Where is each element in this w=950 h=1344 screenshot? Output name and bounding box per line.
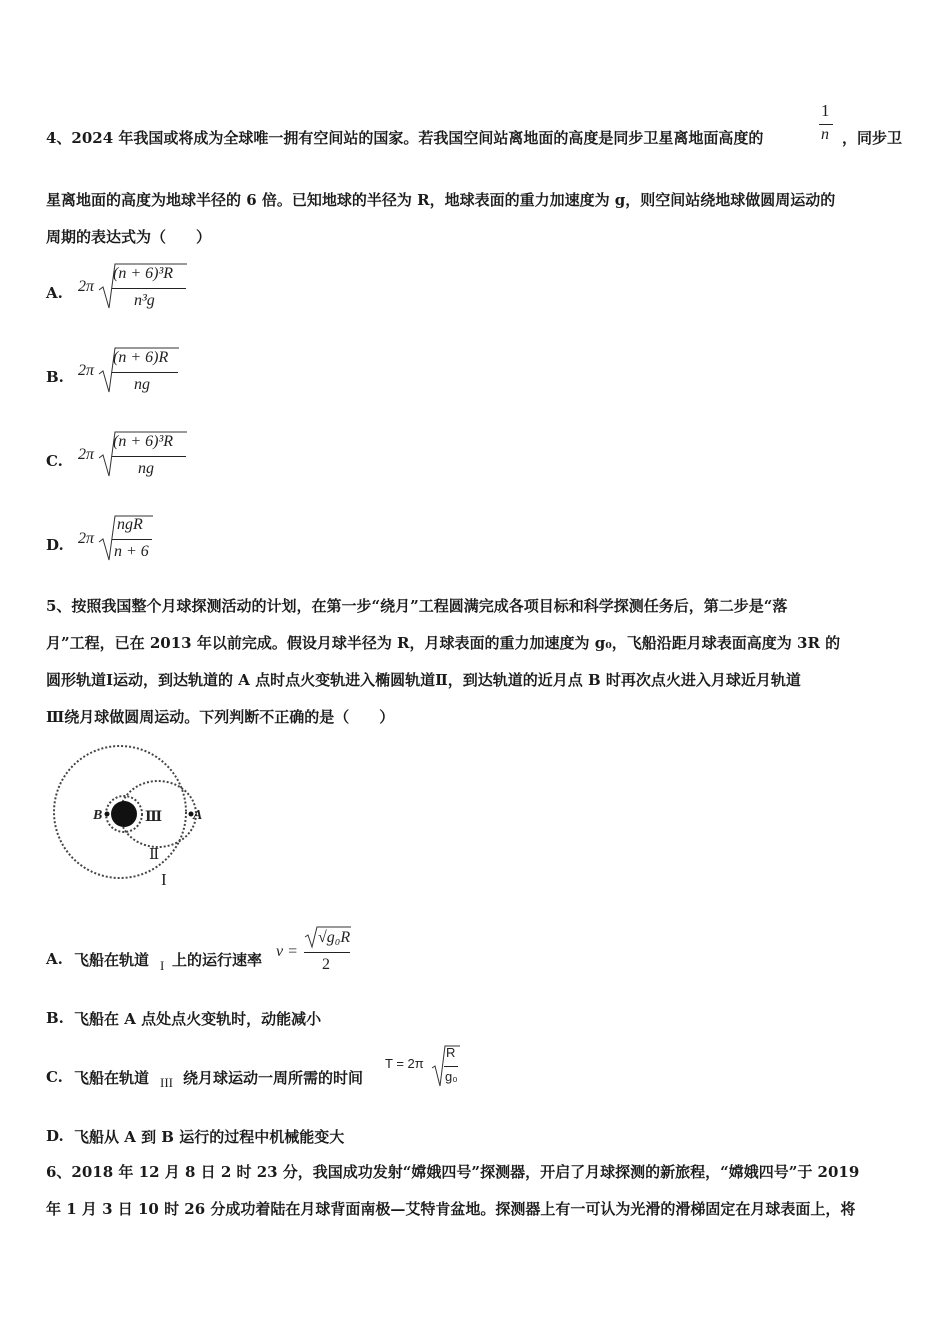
q4-fraction-numerator: 1 [821,101,830,120]
q5-line-3: 圆形轨道Ⅰ运动，到达轨道的 A 点时点火变轨进入椭圆轨道Ⅱ，到达轨道的近月点 B 时再次点火进入月球近月轨道 [46,671,801,689]
q4-option-b-bar [112,372,178,373]
q5-option-c-numerator: R [446,1045,456,1060]
q6-line-2: 年 1 月 3 日 10 时 26 分成功着陆在月球背面南极—艾特肯盆地。探测器上有一可认为光滑的滑梯固定在月球表面上，将 [46,1200,856,1218]
q5-option-a-text: 飞船在轨道 [74,951,150,969]
q5-option-d-label[interactable]: D. [46,1127,64,1145]
q5-line-2: 月”工程，已在 2013 年以前完成。假设月球半径为 R，月球表面的重力加速度为 g₀，飞船沿距月球表面高度为 3R 的 [46,634,841,652]
q5-option-c-orbit: III [160,1075,173,1090]
q4-option-a-bar [112,288,186,289]
q4-option-b-denominator: ng [134,376,150,393]
q6-line-1: 6、2018 年 12 月 8 日 2 时 23 分，我国成功发射“嫦娥四号”探测器，开启了月球探测的新旅程，“嫦娥四号”于 2019 [46,1163,860,1181]
orbit-diagram [50,740,220,890]
point-b-dot [105,812,110,817]
q4-option-a-numerator: (n + 6)³R [113,265,174,282]
q5-option-a-numerator: √g₀R [318,929,351,946]
q5-option-a-label[interactable]: A. [46,950,63,968]
q4-option-c-numerator: (n + 6)³R [113,433,174,450]
q5-line-1: 5、按照我国整个月球探测活动的计划，在第一步“绕月”工程圆满完成各项目标和科学探测任务后，第二步是“落 [46,597,788,615]
label-iii: Ⅲ [145,810,163,825]
q4-option-c-label[interactable]: C. [46,452,63,470]
q4-line-1-tail: ，同步卫 [842,129,903,147]
q4-line-3: 周期的表达式为（ ） [46,228,212,246]
q5-option-c-text: 飞船在轨道 [74,1069,150,1087]
q4-line-2: 星离地面的高度为地球半径的 6 倍。已知地球的半径为 R，地球表面的重力加速度为 g，则空间站绕地球做圆周运动的 [46,191,836,209]
q4-option-b-label[interactable]: B. [46,368,64,386]
q4-option-b-coef: 2π [78,362,95,379]
q4-option-d-label[interactable]: D. [46,536,64,554]
q5-option-b-label[interactable]: B. [46,1009,64,1027]
q4-option-d-numerator: ngR [117,516,143,533]
q5-option-a-bar [304,952,350,953]
label-b: B [93,808,103,823]
q5-option-c-label[interactable]: C. [46,1068,63,1086]
q4-option-a-coef: 2π [78,278,95,295]
q4-option-d-coef: 2π [78,530,95,547]
moon [111,801,137,827]
q5-option-a-var: v = [276,943,298,960]
q4-option-c-bar [112,456,186,457]
q5-option-c-tail: 绕月球运动一周所需的时间 [183,1069,364,1087]
q5-option-a-tail: 上的运行速率 [172,951,263,969]
q5-option-b-text: 飞船在 A 点处点火变轨时，动能减小 [74,1010,322,1028]
q5-option-c-denominator: g₀ [445,1069,458,1084]
label-i: I [161,870,167,889]
q4-fraction-denominator: n [821,126,829,143]
q4-option-a-label[interactable]: A. [46,284,63,302]
q4-option-c-coef: 2π [78,446,95,463]
q5-option-d-text: 飞船从 A 到 B 运行的过程中机械能变大 [74,1128,345,1146]
q5-option-c-bar [444,1066,458,1067]
label-ii: Ⅱ [149,847,160,863]
q4-option-b-numerator: (n + 6)R [113,349,169,366]
q5-option-a-denominator: 2 [322,956,330,973]
q5-option-a-orbit: I [160,958,165,973]
q4-fraction-bar [819,124,833,125]
q5-option-c-var: T = 2π [385,1056,424,1071]
label-a: A [193,808,203,823]
q5-line-4: Ⅲ绕月球做圆周运动。下列判断不正确的是（ ） [46,708,395,726]
q4-option-d-bar [112,539,152,540]
q4-option-c-denominator: ng [138,460,154,477]
q4-option-d-denominator: n + 6 [114,543,149,560]
q4-line-1: 4、2024 年我国或将成为全球唯一拥有空间站的国家。若我国空间站离地面的高度是同步卫星离地面高度的 [46,129,764,147]
q4-option-a-denominator: n³g [134,292,155,309]
